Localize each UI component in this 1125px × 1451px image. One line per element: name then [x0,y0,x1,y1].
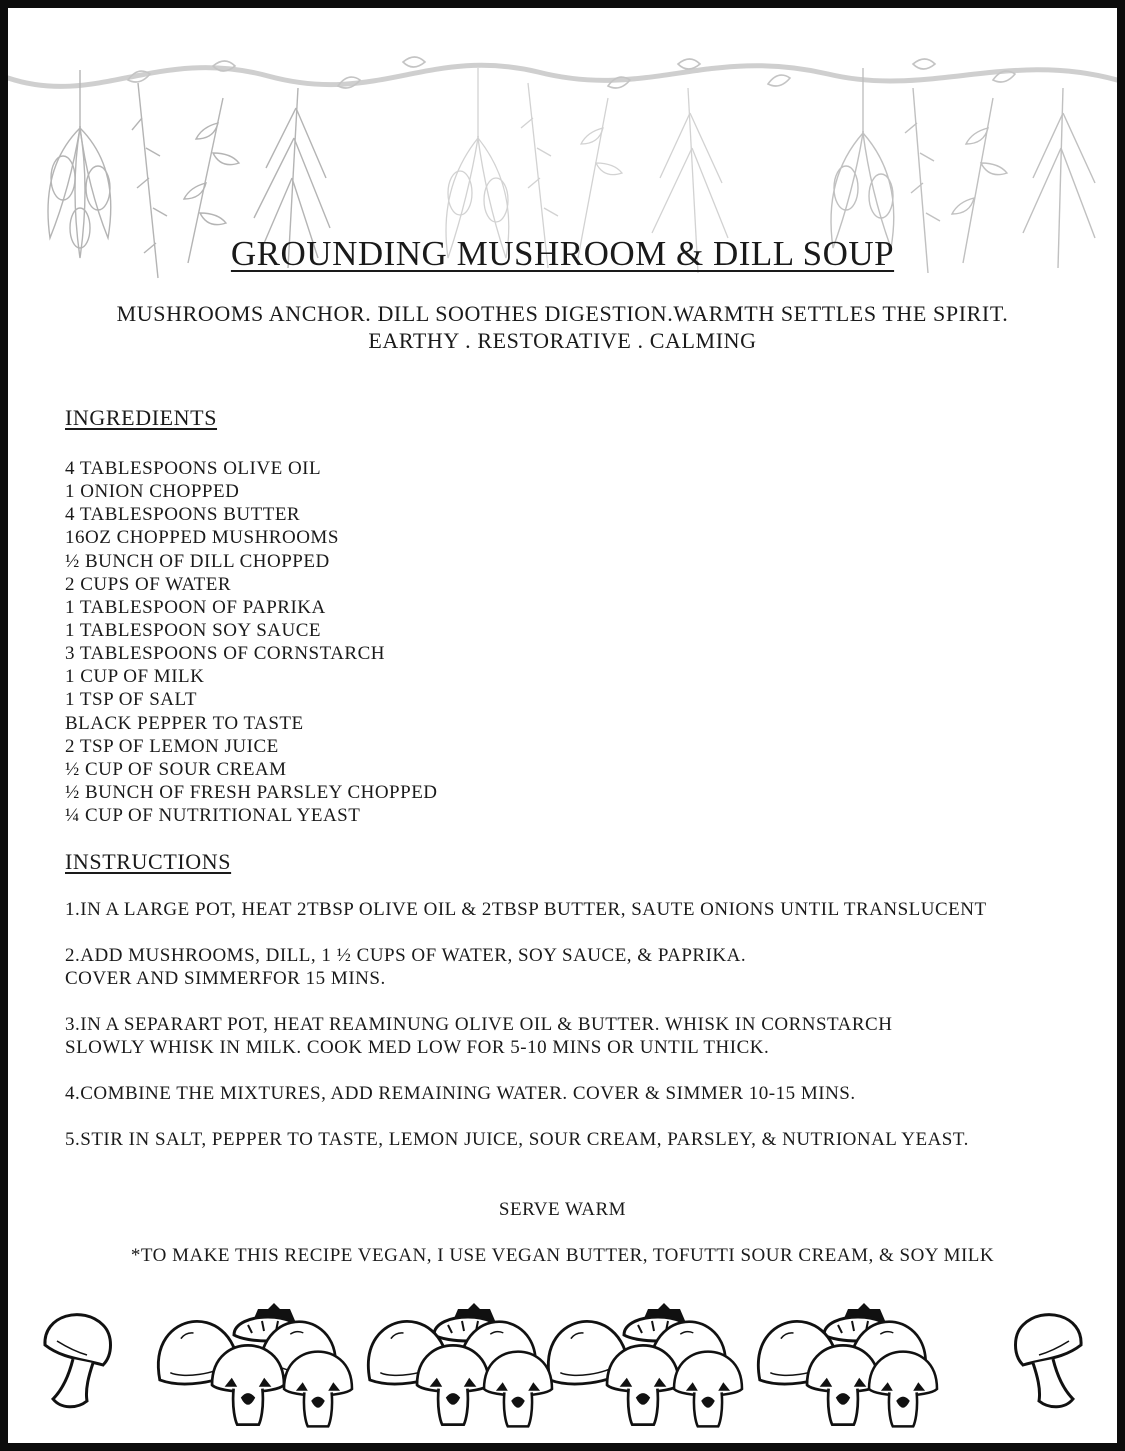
instruction-step-line: 5.STIR IN SALT, PEPPER TO TASTE, LEMON JUICE, SOUR CREAM, PARSLEY, & NUTRIONAL YEAST. [65,1129,969,1150]
ingredients-list [65,457,438,827]
ingredient-item: 1 ONION CHOPPED [65,481,240,503]
recipe-title: GROUNDING MUSHROOM & DILL SOUP [230,234,895,273]
instruction-step-line: 3.IN A SEPARART POT, HEAT REAMINUNG OLIVE OIL & BUTTER. WHISK IN CORNSTARCH [65,1014,893,1035]
ingredient-item: ½ CUP OF SOUR CREAM [65,758,287,780]
ingredient-item: 1 TABLESPOON OF PAPRIKA [65,596,326,618]
instruction-step-line: 2.ADD MUSHROOMS, DILL, 1 ½ CUPS OF WATER, SOY SAUCE, & PAPRIKA. [65,945,747,966]
ingredient-item: ½ BUNCH OF FRESH PARSLEY CHOPPED [65,781,438,803]
step-spacer [65,921,1105,944]
instructions-list [65,898,1105,1151]
ingredient-item: BLACK PEPPER TO TASTE [65,712,304,734]
mushroom-icon [284,1352,352,1427]
ingredient-item: 4 TABLESPOONS OLIVE OIL [65,458,322,479]
ingredient-item: 16OZ CHOPPED MUSHROOMS [65,527,339,549]
serve-text: SERVE WARM [498,1199,627,1220]
ingredient-item: 2 TSP OF LEMON JUICE [65,735,279,757]
ingredient-item: 2 CUPS OF WATER [65,573,232,595]
ingredient-item: 3 TABLESPOONS OF CORNSTARCH [65,643,385,665]
mushroom-icon [674,1352,742,1427]
mushroom-icon [417,1345,489,1424]
ingredients-heading: INGREDIENTS [65,405,218,430]
instructions-heading: INSTRUCTIONS [65,849,232,874]
ingredient-item: 1 CUP OF MILK [65,666,205,688]
mushroom-icon [212,1345,284,1424]
instruction-step-line: COVER AND SIMMERFOR 15 MINS. [65,968,386,989]
mushroom-icon [45,1315,111,1407]
mushroom-icon [869,1352,937,1427]
instruction-step-line: SLOWLY WHISK IN MILK. COOK MED LOW FOR 5-10 MINS OR UNTIL THICK. [65,1037,770,1058]
mushroom-icon [607,1345,679,1424]
instruction-step-line: 4.COMBINE THE MIXTURES, ADD REMAINING WATER. COVER & SIMMER 10-15 MINS. [65,1083,856,1104]
mushroom-border-illustration [8,1303,1117,1433]
step-spacer [65,1059,1105,1082]
ingredient-item: ½ BUNCH OF DILL CHOPPED [65,550,330,572]
mushroom-icon [484,1352,552,1427]
mushroom-icon [1016,1315,1082,1407]
recipe-qualities: EARTHY . RESTORATIVE . CALMING [368,328,757,353]
recipe-tagline: MUSHROOMS ANCHOR. DILL SOOTHES DIGESTION.WARMTH SETTLES THE SPIRIT. [116,301,1009,326]
ingredient-item: 4 TABLESPOONS BUTTER [65,504,301,526]
ingredient-item: 1 TSP OF SALT [65,689,197,711]
step-spacer [65,1105,1105,1128]
step-spacer [65,990,1105,1013]
instruction-step-line: 1.IN A LARGE POT, HEAT 2TBSP OLIVE OIL & 2TBSP BUTTER, SAUTE ONIONS UNTIL TRANSLUCENT [65,899,987,920]
ingredient-item: 1 TABLESPOON SOY SAUCE [65,619,321,641]
vegan-note: *TO MAKE THIS RECIPE VEGAN, I USE VEGAN BUTTER, TOFUTTI SOUR CREAM, & SOY MILK [130,1245,995,1266]
ingredient-item: ¼ CUP OF NUTRITIONAL YEAST [65,805,361,827]
